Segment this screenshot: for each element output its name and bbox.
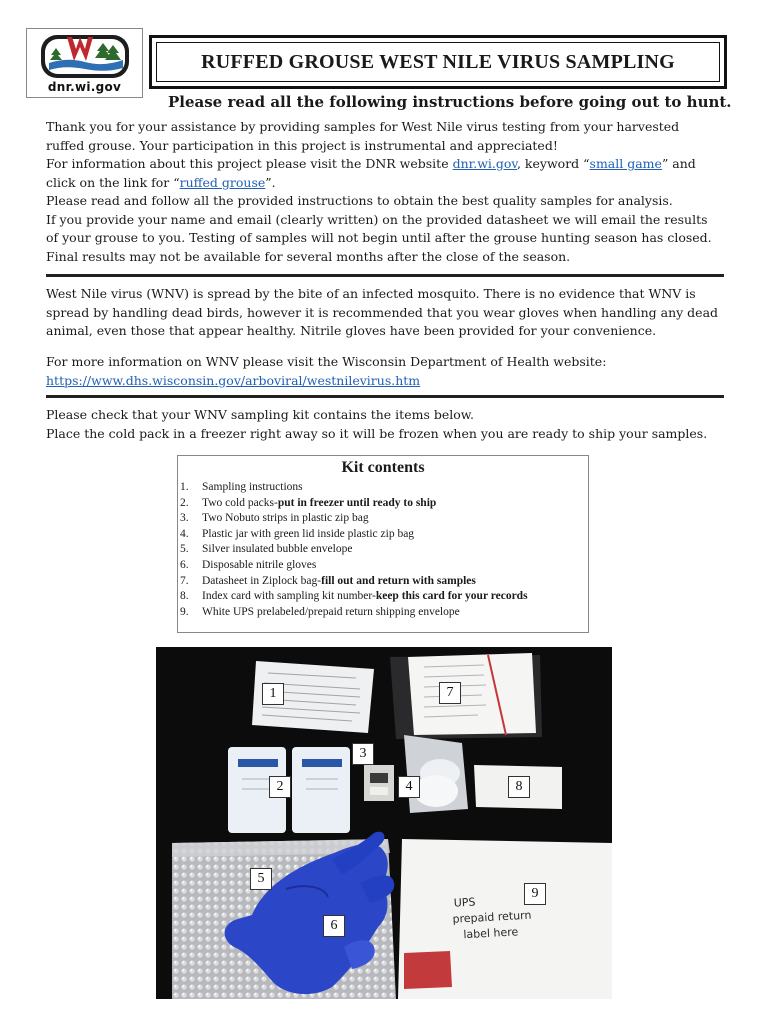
kit-contents-box	[177, 455, 589, 633]
kit-check-paragraph	[46, 406, 736, 443]
page-title: RUFFED GROUSE WEST NILE VIRUS SAMPLING	[201, 50, 675, 73]
nobuto-strips-bag	[364, 765, 394, 801]
intro-line: Final results may not be available for several months after the close of the season.	[46, 248, 571, 264]
kit-item-text: Index card with sampling kit number-	[202, 590, 376, 603]
kit-item	[178, 574, 528, 590]
photo-label: 8	[508, 776, 530, 798]
kit-item	[178, 527, 528, 543]
intro-line: Thank you for your assistance by providing samples for West Nile virus testing from your harvested	[46, 119, 680, 134]
kit-item-number: 4.	[180, 527, 189, 540]
kit-item-text: Plastic jar with green lid inside plastic zip bag	[202, 527, 415, 540]
specimen-jar-bag	[404, 735, 468, 813]
kit-item-number: 8.	[180, 590, 189, 603]
intro-line-dnr-website	[46, 155, 736, 174]
handwriting-line: prepaid return	[452, 908, 532, 926]
kit-item-bold: put in freezer until ready to ship	[277, 496, 437, 509]
kit-photo	[156, 647, 612, 999]
kit-check-line: Please check that your WNV sampling kit contains the items below.	[46, 407, 474, 422]
kit-item-number: 9.	[180, 605, 189, 618]
dnr-website-link[interactable]: dnr.wi.gov	[452, 156, 517, 171]
photo-label: 2	[269, 776, 291, 798]
intro-line: ruffed grouse. Your participation in this project is instrumental and appreciated!	[46, 137, 558, 153]
kit-item-number: 1.	[180, 481, 189, 493]
kit-item-number: 3.	[180, 512, 189, 525]
photo-label: 5	[250, 868, 272, 890]
intro-line: If you provide your name and email (clearly written) on the provided datasheet we will email the results	[46, 211, 708, 227]
photo-label: 7	[439, 682, 461, 704]
kit-item-number: 5.	[180, 543, 189, 556]
text: For information about this project please visit the DNR website	[46, 156, 453, 171]
kit-photo-illustration	[156, 647, 612, 999]
title-box	[149, 35, 727, 89]
section-divider	[46, 395, 724, 398]
kit-item	[178, 605, 528, 621]
kit-item-text: Disposable nitrile gloves	[202, 558, 317, 571]
kit-item	[178, 589, 528, 605]
wnv-line: animal, even those that appear healthy. Nitrile gloves have been provided for your convenience.	[46, 323, 657, 338]
kit-item-bold: fill out and return with samples	[321, 574, 476, 587]
kit-item-number: 2.	[180, 496, 189, 509]
handwriting-line: UPS	[453, 895, 476, 910]
logo-url: dnr.wi.gov	[47, 80, 122, 94]
text: ”.	[265, 174, 276, 190]
title-inner-border	[156, 42, 720, 82]
intro-line: Please read and follow all the provided instructions to obtain the best quality samples for analysis.	[46, 193, 673, 208]
kit-item-number: 7.	[180, 574, 189, 587]
photo-label: 1	[262, 683, 284, 705]
photo-label: 4	[398, 776, 420, 798]
dhs-wnv-link[interactable]: https://www.dhs.wisconsin.gov/arboviral/westnilevirus.htm	[46, 372, 421, 388]
section-divider	[46, 274, 724, 277]
kit-item-text: White UPS prelabeled/prepaid return shipping envelope	[202, 605, 460, 618]
text: ” and	[661, 156, 696, 171]
kit-item	[178, 558, 528, 574]
kit-item	[178, 496, 528, 512]
datasheet-ziplock-bag	[390, 653, 542, 739]
photo-label: 3	[352, 743, 374, 765]
kit-item-number: 6.	[180, 558, 189, 571]
kit-contents-list	[178, 480, 528, 620]
kit-item	[178, 480, 528, 496]
small-game-link[interactable]: small game	[589, 156, 662, 171]
wnv-paragraph	[46, 285, 736, 341]
wnv-line: West Nile virus (WNV) is spread by the bite of an infected mosquito. There is no evidence that WNV is	[46, 286, 696, 301]
more-info-line: For more information on WNV please visit the Wisconsin Department of Health website:	[46, 354, 607, 369]
ups-envelope	[398, 839, 612, 999]
kit-item-text: Silver insulated bubble envelope	[202, 543, 353, 556]
kit-item	[178, 542, 528, 558]
dnr-logo[interactable]	[26, 28, 143, 98]
handwriting-line: label here	[463, 925, 519, 942]
wnv-more-info	[46, 353, 736, 390]
kit-item-text: Sampling instructions	[202, 481, 303, 493]
photo-label: 6	[323, 915, 345, 937]
kit-item-bold: keep this card for your records	[375, 590, 528, 603]
kit-item-text: Two Nobuto strips in plastic zip bag	[202, 512, 369, 525]
kit-item-text: Two cold packs-	[202, 496, 278, 509]
intro-line: of your grouse to you. Testing of samples will not begin until after the grouse hunting season has closed.	[46, 230, 712, 245]
kit-contents-title: Kit contents	[341, 459, 425, 476]
kit-item-text: Datasheet in Ziplock bag-	[202, 574, 322, 587]
intro-line-ruffed-grouse	[46, 174, 736, 193]
photo-label: 9	[524, 883, 546, 905]
ruffed-grouse-link[interactable]: ruffed grouse	[179, 174, 266, 190]
intro-paragraph	[46, 118, 736, 266]
wnv-line: spread by handling dead birds, however it is recommended that you wear gloves when handling any dead	[46, 304, 719, 320]
kit-item	[178, 511, 528, 527]
text: click on the link for “	[46, 174, 180, 190]
text: , keyword “	[516, 156, 590, 171]
subtitle: Please read all the following instructions before going out to hunt.	[168, 93, 732, 111]
kit-check-line: Place the cold pack in a freezer right away so it will be frozen when you are ready to ship your samples.	[46, 425, 708, 441]
